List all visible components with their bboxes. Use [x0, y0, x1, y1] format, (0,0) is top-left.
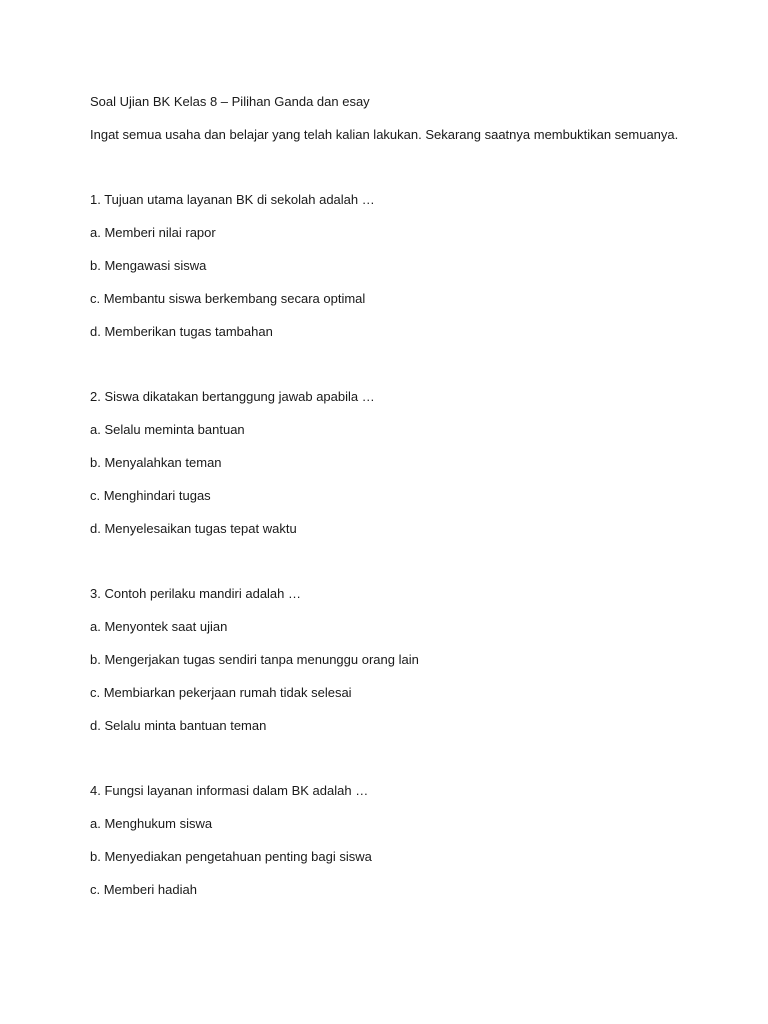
question-stem: 2. Siswa dikatakan bertanggung jawab apabila … — [90, 389, 375, 404]
document-intro: Ingat semua usaha dan belajar yang telah kalian lakukan. Sekarang saatnya membuktikan semuanya. — [90, 127, 679, 142]
answer-option: c. Membantu siswa berkembang secara optimal — [90, 291, 366, 306]
question-3 — [90, 584, 730, 736]
answer-option: c. Membiarkan pekerjaan rumah tidak selesai — [90, 685, 352, 700]
document-content — [90, 92, 730, 945]
question-1 — [90, 190, 730, 342]
answer-option: c. Menghindari tugas — [90, 488, 211, 503]
answer-option: b. Menyediakan pengetahuan penting bagi siswa — [90, 849, 372, 864]
answer-option: b. Mengerjakan tugas sendiri tanpa menunggu orang lain — [90, 652, 419, 667]
question-2 — [90, 387, 730, 539]
answer-option: d. Menyelesaikan tugas tepat waktu — [90, 521, 297, 536]
answer-option: a. Menghukum siswa — [90, 816, 213, 831]
answer-option: a. Memberi nilai rapor — [90, 225, 216, 240]
answer-option: d. Memberikan tugas tambahan — [90, 324, 273, 339]
answer-option: b. Mengawasi siswa — [90, 258, 207, 273]
answer-option: d. Selalu minta bantuan teman — [90, 718, 267, 733]
question-stem: 4. Fungsi layanan informasi dalam BK adalah … — [90, 783, 369, 798]
answer-option: a. Menyontek saat ujian — [90, 619, 228, 634]
answer-option: b. Menyalahkan teman — [90, 455, 222, 470]
document-title: Soal Ujian BK Kelas 8 – Pilihan Ganda dan esay — [90, 94, 370, 109]
question-4 — [90, 781, 730, 900]
question-stem: 1. Tujuan utama layanan BK di sekolah adalah … — [90, 192, 375, 207]
answer-option: a. Selalu meminta bantuan — [90, 422, 245, 437]
question-stem: 3. Contoh perilaku mandiri adalah … — [90, 586, 302, 601]
answer-option: c. Memberi hadiah — [90, 882, 197, 897]
